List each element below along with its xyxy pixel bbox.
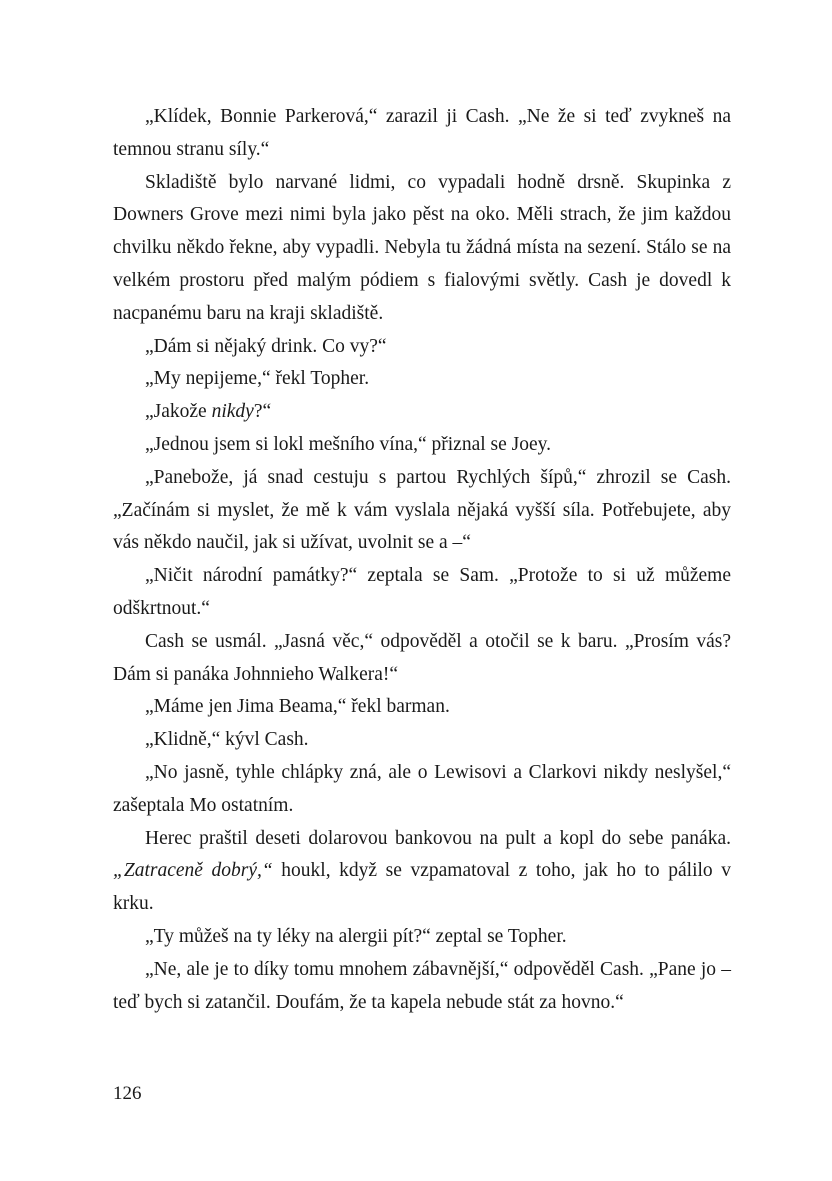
page-body — [113, 101, 731, 1019]
text-run: Herec praštil deseti dolarovou bankovou na pult a kopl do sebe panáka. — [145, 827, 731, 849]
paragraph — [113, 626, 731, 692]
paragraph — [113, 331, 731, 364]
text-run: „Ne, ale je to díky tomu mnohem zábavnější,“ odpověděl Cash. „Pane jo – teď bych si zatančil. Doufám, že ta kapela nebude stát za hovno.“ — [113, 958, 731, 1013]
text-column — [113, 101, 731, 1019]
text-run: ?“ — [253, 401, 272, 423]
text-run: „Dám si nějaký drink. Co vy?“ — [145, 335, 387, 357]
text-run: „Klidně,“ kývl Cash. — [145, 729, 309, 751]
text-run: „Jakože — [145, 401, 212, 423]
paragraph — [113, 429, 731, 462]
paragraph — [113, 954, 731, 1020]
text-run: „My nepijeme,“ řekl Topher. — [145, 368, 370, 390]
paragraph — [113, 101, 731, 167]
paragraph — [113, 921, 731, 954]
text-run: Cash se usmál. „Jasná věc,“ odpověděl a otočil se k baru. „Prosím vás? Dám si panáka Johnnieho Walkera!“ — [113, 630, 731, 685]
italic-text-run: „Zatraceně dobrý,“ — [113, 860, 273, 882]
paragraph — [113, 396, 731, 429]
paragraph — [113, 560, 731, 626]
text-run: „Jednou jsem si lokl mešního vína,“ přiznal se Joey. — [145, 433, 551, 455]
text-run: „Máme jen Jima Beama,“ řekl barman. — [145, 696, 450, 718]
paragraph — [113, 724, 731, 757]
text-run: Skladiště bylo narvané lidmi, co vypadali hodně drsně. Skupinka z Downers Grove mezi nimi byla jako pěst na oko. Měli strach, že jim každou chvilku někdo řekne, aby vypadli. Nebyla tu žádná místa na sezení. Stálo se na velkém prostoru před malým pódiem s fialovými světly. Cash je dovedl k nacpanému baru na kraji skladiště. — [113, 171, 731, 324]
text-run: „Klídek, Bonnie Parkerová,“ zarazil ji Cash. „Ne že si teď zvykneš na temnou stranu síly.“ — [113, 106, 731, 160]
text-run: houkl, když se vzpamatoval z toho, jak ho to pálilo v krku. — [113, 860, 732, 915]
page-number: 126 — [113, 1083, 142, 1104]
text-run: „Ničit národní památky?“ zeptala se Sam. „Protože to si už můžeme odškrtnout.“ — [113, 565, 731, 619]
text-run: „Ty můžeš na ty léky na alergii pít?“ zeptal se Topher. — [145, 925, 567, 947]
paragraph — [113, 462, 731, 560]
text-run: „Panebože, já snad cestuju s partou Rychlých šípů,“ zhrozil se Cash. „Začínám si myslet, že mě k vám vyslala nějaká vyšší síla. Potřebujete, aby vás někdo naučil, jak si užívat, uvolnit se a –“ — [113, 466, 731, 554]
italic-text-run: nikdy — [211, 401, 254, 423]
paragraph — [113, 363, 731, 396]
paragraph — [113, 167, 731, 331]
text-run: „No jasně, tyhle chlápky zná, ale o Lewisovi a Clarkovi nikdy neslyšel,“ zašeptala Mo ostatním. — [113, 761, 731, 816]
paragraph — [113, 691, 731, 724]
paragraph — [113, 757, 731, 823]
paragraph — [113, 823, 731, 921]
